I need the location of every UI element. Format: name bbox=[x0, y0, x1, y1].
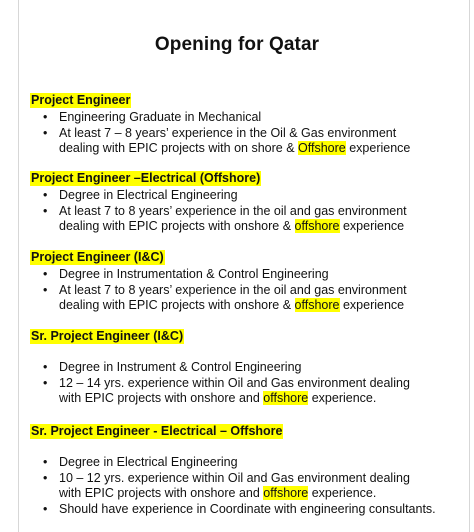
job-heading: Sr. Project Engineer (I&C) bbox=[31, 329, 184, 343]
page-title: Opening for Qatar bbox=[154, 34, 320, 55]
list-item: • At least 7 to 8 years’ experience in the oil and gas environment dealing with EPIC projects with onshore & offshore experience bbox=[30, 204, 434, 235]
list-item: • Engineering Graduate in Mechanical bbox=[30, 110, 424, 126]
list-item: • 10 – 12 yrs. experience within Oil and Gas environment dealing with EPIC projects with onshore and offshore experience. bbox=[30, 471, 424, 502]
requirements-list bbox=[30, 110, 424, 157]
list-item: • Degree in Electrical Engineering bbox=[30, 188, 434, 204]
job-section-project-engineer-electrical bbox=[30, 169, 470, 235]
job-section-project-engineer bbox=[30, 91, 470, 157]
list-item: • At least 7 – 8 years’ experience in the Oil & Gas environment dealing with EPIC projects with on shore & Offshore experience bbox=[30, 126, 424, 157]
list-item: • Degree in Instrumentation & Control Engineering bbox=[30, 267, 434, 283]
list-item: • Degree in Electrical Engineering bbox=[30, 455, 424, 471]
job-heading: Project Engineer bbox=[31, 93, 131, 107]
requirements-list bbox=[30, 188, 434, 235]
job-section-sr-project-engineer-electrical bbox=[30, 422, 470, 517]
highlighted-offshore: offshore bbox=[263, 486, 309, 501]
highlighted-offshore: offshore bbox=[263, 391, 309, 406]
highlighted-offshore: offshore bbox=[294, 298, 340, 313]
highlighted-offshore: Offshore bbox=[298, 141, 346, 156]
highlighted-offshore: offshore bbox=[294, 219, 340, 234]
job-heading: Project Engineer –Electrical (Offshore) bbox=[31, 171, 261, 185]
requirements-list bbox=[30, 267, 434, 314]
job-heading: Project Engineer (I&C) bbox=[31, 250, 164, 264]
list-item: • Degree in Instrument & Control Engineering bbox=[30, 360, 424, 376]
list-item: • At least 7 to 8 years’ experience in the oil and gas environment dealing with EPIC projects with onshore & offshore experience bbox=[30, 283, 434, 314]
requirements-list bbox=[30, 360, 424, 407]
list-item: • 12 – 14 yrs. experience within Oil and Gas environment dealing with EPIC projects with onshore and offshore experience. bbox=[30, 376, 424, 407]
requirements-list bbox=[30, 455, 436, 517]
job-heading: Sr. Project Engineer - Electrical – Offshore bbox=[31, 424, 283, 438]
job-section-project-engineer-ic bbox=[30, 248, 470, 314]
job-section-sr-project-engineer-ic bbox=[30, 327, 470, 407]
list-item: • Should have experience in Coordinate with engineering consultants. bbox=[30, 502, 469, 518]
